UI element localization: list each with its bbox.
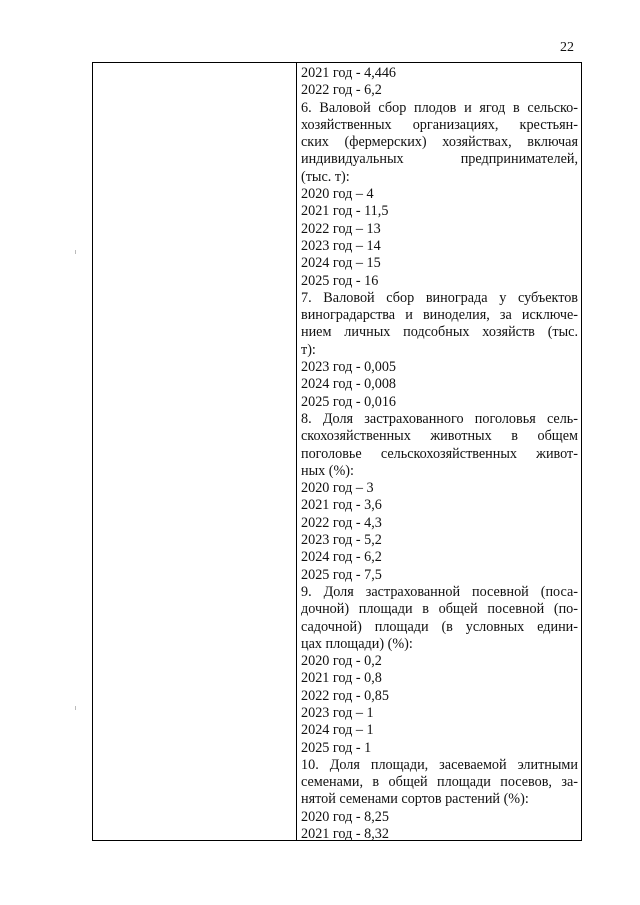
text-line: семенами, в общей площади посевов, за- bbox=[301, 774, 578, 791]
text-line: цах площади) (%): bbox=[301, 635, 413, 652]
text-line: 2023 год - 5,2 bbox=[301, 532, 382, 549]
text-line: 2023 год – 14 bbox=[301, 237, 381, 254]
text-line: 8. Доля застрахованного поголовья сель- bbox=[301, 410, 578, 427]
text-line: 2020 год - 8,25 bbox=[301, 808, 389, 825]
text-line: виноградарства и виноделия, за исключе- bbox=[301, 307, 578, 324]
text-line: 7. Валовой сбор винограда у субъектов bbox=[301, 289, 578, 306]
scan-mark bbox=[75, 706, 76, 710]
text-line: 2021 год - 11,5 bbox=[301, 203, 389, 220]
text-line: 2020 год – 4 bbox=[301, 186, 374, 203]
text-line: 2022 год - 0,85 bbox=[301, 687, 389, 704]
text-line: 2020 год – 3 bbox=[301, 480, 374, 497]
text-line: 2021 год - 3,6 bbox=[301, 497, 382, 514]
text-line: нятой семенами сортов растений (%): bbox=[301, 791, 529, 808]
text-line: 2020 год - 0,2 bbox=[301, 653, 382, 670]
text-line: 2023 год – 1 bbox=[301, 704, 374, 721]
text-line: 2025 год - 16 bbox=[301, 272, 379, 289]
text-line: 2025 год - 0,016 bbox=[301, 393, 397, 410]
text-line: ных (%): bbox=[301, 462, 354, 479]
column-divider bbox=[296, 63, 297, 840]
text-line: поголовье сельскохозяйственных живот- bbox=[301, 445, 578, 462]
text-line: 9. Доля застрахованной посевной (поса- bbox=[301, 583, 578, 600]
text-line: 2022 год - 6,2 bbox=[301, 82, 382, 99]
text-line: нием личных подсобных хозяйств (тыс. bbox=[301, 324, 578, 341]
text-line: хозяйственных организациях, крестьян- bbox=[301, 116, 578, 133]
scan-mark bbox=[75, 250, 76, 254]
text-line: 2022 год – 13 bbox=[301, 220, 381, 237]
text-line: 6. Валовой сбор плодов и ягод в сельско- bbox=[301, 99, 578, 116]
text-line: 10. Доля площади, засеваемой элитными bbox=[301, 756, 578, 773]
text-line: 2022 год - 4,3 bbox=[301, 514, 382, 531]
text-line: 2021 год - 8,32 bbox=[301, 826, 389, 843]
right-table-cell bbox=[301, 65, 578, 843]
document-table bbox=[92, 62, 582, 841]
text-line: 2021 год - 0,8 bbox=[301, 670, 382, 687]
page-number: 22 bbox=[560, 40, 574, 55]
text-line: 2024 год - 6,2 bbox=[301, 549, 382, 566]
text-line: ских (фермерских) хозяйствах, включая bbox=[301, 134, 578, 151]
text-line: скохозяйственных животных в общем bbox=[301, 428, 578, 445]
text-line: 2024 год – 1 bbox=[301, 722, 374, 739]
text-line: индивидуальных предпринимателей, bbox=[301, 151, 578, 168]
text-line: т): bbox=[301, 341, 316, 358]
text-line: дочной) площади в общей посевной (по- bbox=[301, 601, 578, 618]
text-line: 2025 год - 7,5 bbox=[301, 566, 382, 583]
text-line: садочной) площади (в условных едини- bbox=[301, 618, 578, 635]
text-line: 2023 год - 0,005 bbox=[301, 359, 397, 376]
text-line: 2024 год – 15 bbox=[301, 255, 381, 272]
text-line: 2021 год - 4,446 bbox=[301, 65, 397, 81]
text-line: 2025 год - 1 bbox=[301, 739, 372, 756]
text-line: 2024 год - 0,008 bbox=[301, 376, 397, 393]
text-line: (тыс. т): bbox=[301, 168, 350, 185]
